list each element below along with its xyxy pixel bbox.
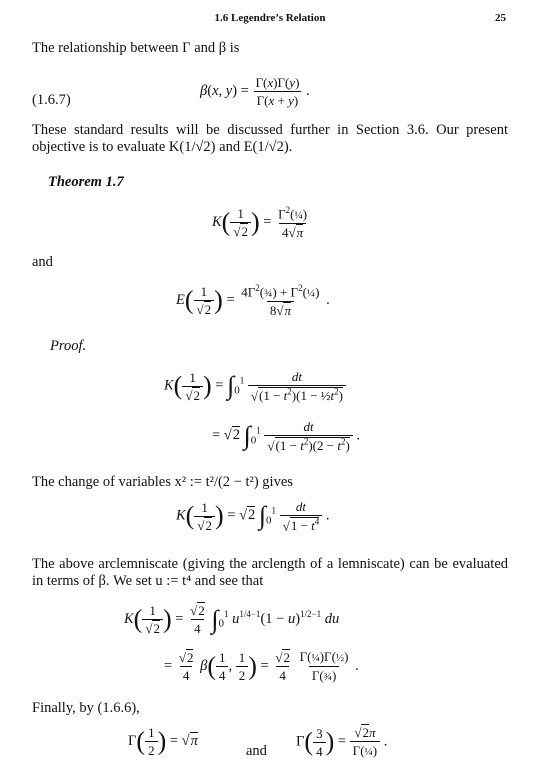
theorem-k-equation: K( $\frac{1}{√2}$ ) = $\frac{\Gamma^2(\frac{1}{4})}{4√\pi}$ xyxy=(212,205,308,241)
arclemniscate-equation: K( $\frac{1}{√2}$ ) = √2 $\int_0^1$ $\frac{dt}{√1 - t^4}$ . xyxy=(176,499,330,534)
discussion-text: These standard results will be discussed further in Section 3.6. Our present objective is to evaluate K(1/√2) and E(1/√2). xyxy=(32,122,508,155)
proof-label: Proof. xyxy=(50,338,87,354)
change-of-variables-text: The change of variables x² := t²/(2 − t²) gives xyxy=(32,474,293,490)
gamma-three-quarters-equation: Γ( $\frac{3}{4}$ ) = $\frac{√2\pi}{\text{Γ(¼)}}$ . xyxy=(296,725,388,759)
and-gamma-text: and xyxy=(246,743,267,759)
intro-text: The relationship between Γ and β is xyxy=(32,40,240,56)
beta-gamma-equation: β(x, y) = $\frac{\Gamma(x)\Gamma(y)}{\Gamma(x + y)}$ . xyxy=(200,75,310,108)
and-text: and xyxy=(32,254,53,270)
proof-integral-2: = √2 $\int_0^1$ $\frac{dt}{√(1 - t^2)(2 - t^2)}$ . xyxy=(212,419,361,454)
proof-integral-1: K( $\frac{1}{√2}$ ) = $\int_0^1$ $\frac{dt}{√(1 - t^2)(1 - \frac{1}{2}t^2)}$ xyxy=(164,370,346,402)
beta-integral-equation: K( $\frac{1}{√2}$ ) = $\frac{√2}{4}$ $\int_0^1$ $u^{1/4-1}(1 - u)^{1/2-1}$ du xyxy=(124,603,340,636)
finally-text: Finally, by (1.6.6), xyxy=(32,700,140,716)
equation-label: (1.6.7) xyxy=(32,92,71,108)
arclemniscate-text: The above arclemniscate (giving the arclength of a lemniscate) can be evaluated in terms of β. We set u := t⁴ and see that xyxy=(32,556,508,589)
beta-value-equation: = $\frac{√2}{4}$ β( $\frac{1}{4}$ , $\frac{1}{2}$ ) = $\frac{√2}{4}$ $\frac{\text{Γ(¼)Γ(½)}}{\text{Γ(¾)}}$ . xyxy=(164,649,359,683)
gamma-half-equation: Γ( $\frac{1}{2}$ ) = √π xyxy=(128,725,198,758)
page-number: 25 xyxy=(495,12,506,24)
theorem-e-equation: E( $\frac{1}{√2}$ ) = $\frac{4\Gamma^2(\frac{3}{4}) + \Gamma^2(\frac{1}{4})}{8√\pi}$ . xyxy=(176,283,330,319)
theorem-heading: Theorem 1.7 xyxy=(48,174,124,190)
running-header: 1.6 Legendre’s Relation xyxy=(214,12,326,24)
